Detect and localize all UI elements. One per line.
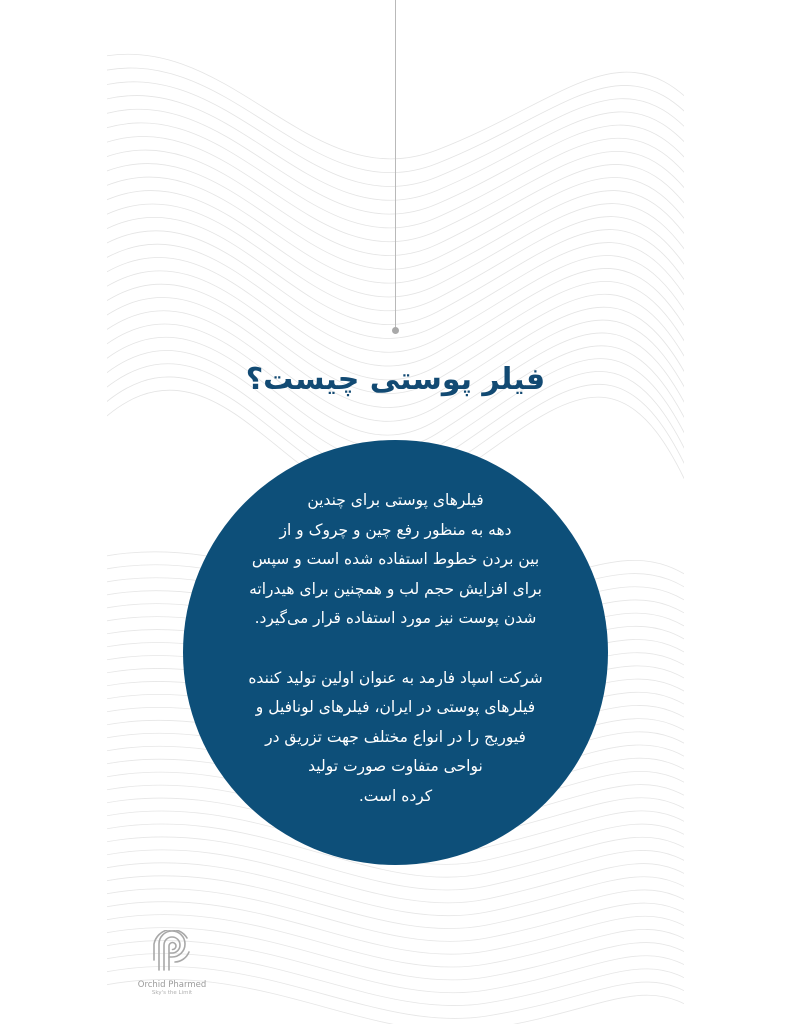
page — [107, 0, 684, 1024]
paragraph1-line: برای افزایش حجم لب و همچنین برای هیدراته — [249, 579, 542, 598]
fingerprint-p-icon — [149, 930, 195, 974]
paragraph2-line: شرکت اسپاد فارمد به عنوان اولین تولید کننده — [248, 668, 543, 687]
hanging-line — [395, 0, 396, 330]
logo-name: Orchid Pharmed — [137, 980, 207, 990]
paragraph1-line: دهه به منظور رفع چین و چروک و از — [279, 520, 512, 539]
paragraph2-line: کرده است. — [358, 786, 433, 805]
paragraph1-line: بین بردن خطوط استفاده شده است و سپس — [251, 550, 540, 568]
paragraph-gap — [205, 634, 586, 664]
orchid-pharmed-logo — [137, 930, 207, 996]
paragraph2-line: فیلرهای پوستی در ایران، فیلرهای لونافیل و — [255, 698, 536, 716]
paragraph2-line: فیوریج را در انواع مختلف جهت تزریق در — [265, 727, 526, 746]
circle-body-text — [205, 486, 586, 811]
paragraph1-line: فیلرهای پوستی برای چندین — [307, 491, 484, 509]
paragraph2-line: نواحی متفاوت صورت تولید — [308, 757, 483, 775]
hanging-dot — [392, 327, 399, 334]
logo-tagline: Sky's the Limit — [151, 990, 193, 996]
page-title: فیلر پوستی چیست؟ — [245, 362, 546, 397]
paragraph1-line: شدن پوست نیز مورد استفاده قرار می‌گیرد. — [254, 609, 537, 627]
